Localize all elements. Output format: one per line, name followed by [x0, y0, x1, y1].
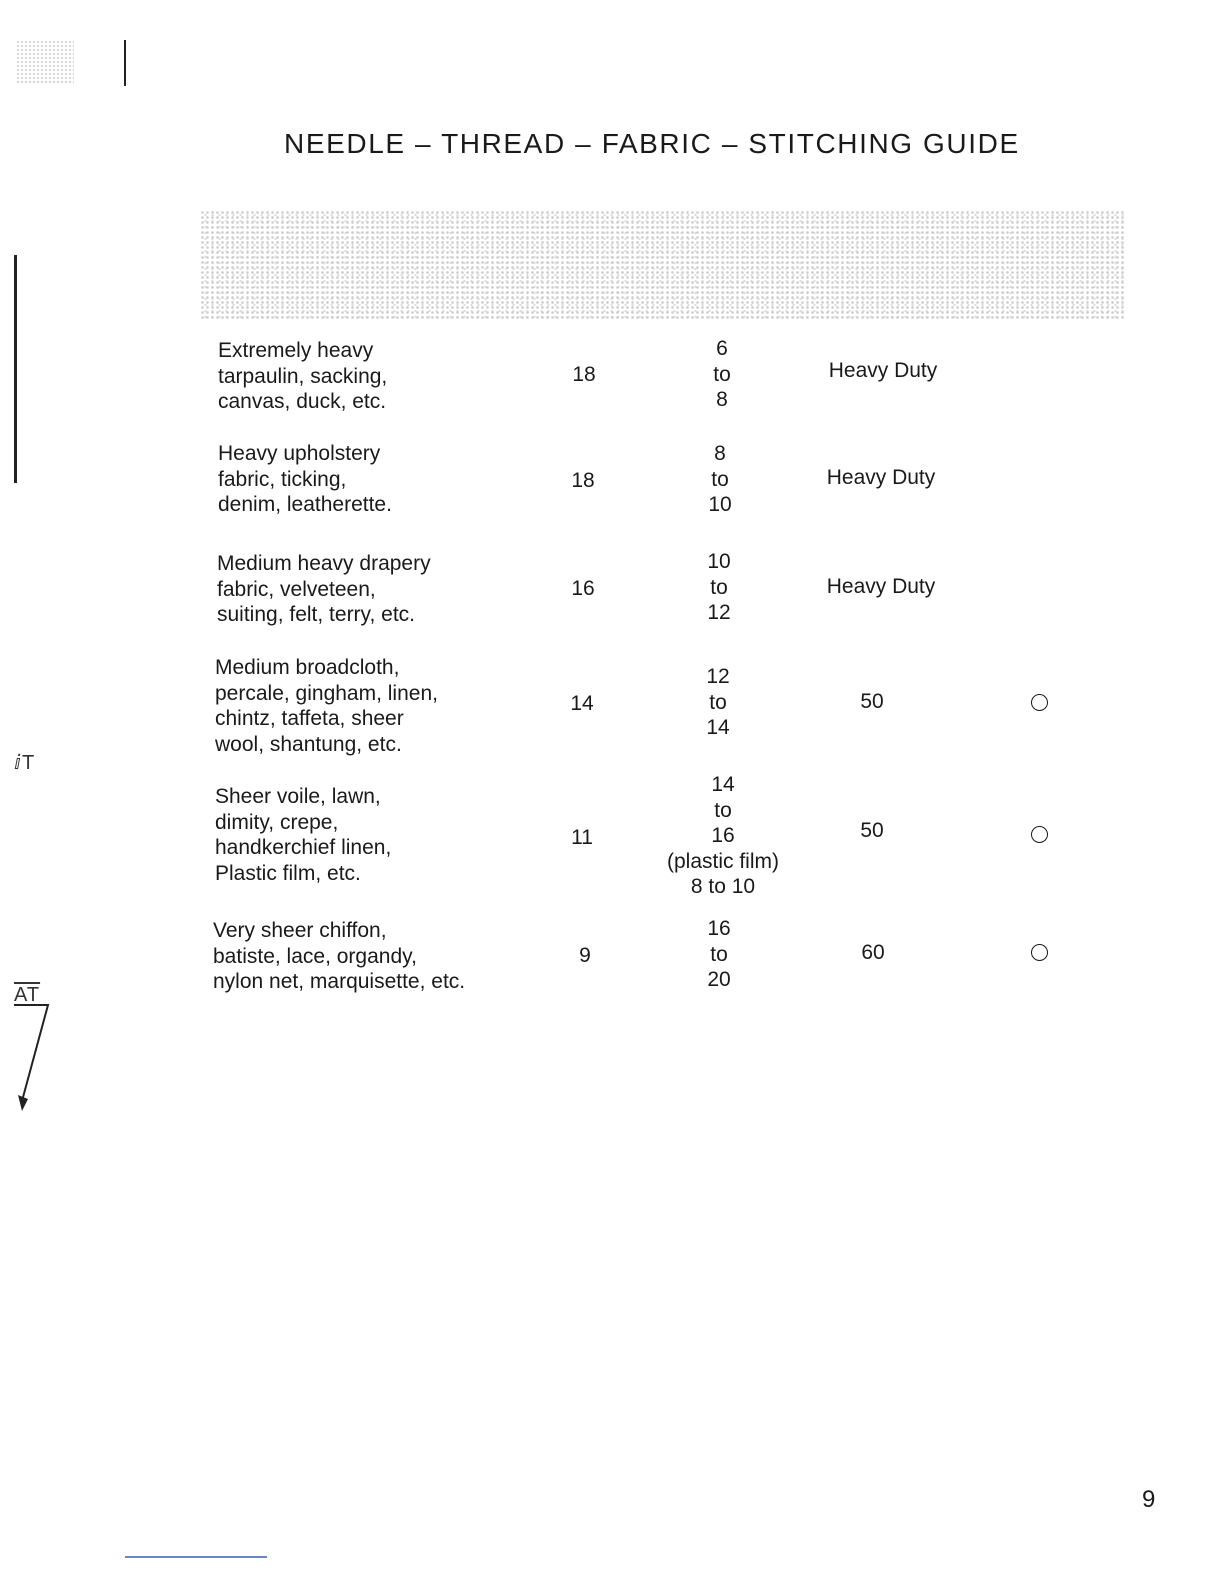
fabric-line: Plastic film, etc. [215, 861, 361, 885]
stitch-line: 16 [711, 824, 735, 847]
stitch-line: 6 [716, 337, 728, 360]
table-row-fabric [218, 338, 387, 415]
fabric-line: suiting, felt, terry, etc. [217, 603, 416, 626]
thread-size: 60 [861, 941, 885, 964]
table-row-fabric [213, 918, 465, 995]
fabric-line: Heavy upholstery [218, 442, 381, 465]
fabric-line: Medium heavy drapery [217, 552, 431, 575]
page-number: 9 [1142, 1486, 1156, 1513]
fabric-line: Sheer voile, lawn, [215, 785, 381, 808]
stitch-line: 8 [716, 388, 728, 411]
circle-symbol-icon [1031, 944, 1048, 961]
needle-size: 18 [572, 363, 596, 386]
edge-text: $\overline{AT}$ [14, 984, 41, 1006]
fabric-line: fabric, velveteen, [217, 577, 376, 601]
circle-symbol-icon [1031, 694, 1048, 711]
fabric-line: Very sheer chiffon, [213, 919, 387, 942]
stitch-line: 10 [707, 550, 731, 573]
stitch-line: to [714, 798, 732, 822]
stitch-line: 14 [706, 716, 730, 739]
thread-size: Heavy Duty [826, 466, 936, 489]
margin-mark [124, 40, 126, 86]
edge-text: ⅈT [14, 752, 36, 774]
stitch-line: 16 [707, 917, 731, 940]
stitch-line: to [710, 575, 728, 599]
needle-size: 11 [571, 826, 593, 849]
stitch-length [650, 441, 790, 518]
fabric-line: tarpaulin, sacking, [218, 364, 388, 388]
thread-size: Heavy Duty [828, 359, 938, 382]
fabric-line: fabric, ticking, [218, 467, 347, 491]
fabric-line: nylon net, marquisette, etc. [213, 970, 466, 993]
fabric-line: dimity, crepe, [215, 810, 339, 834]
table-row-fabric [218, 441, 392, 518]
stitch-line: 20 [707, 968, 731, 991]
needle-size: 18 [571, 469, 595, 492]
stitch-line: to [713, 362, 731, 386]
fabric-line: denim, leatherette. [218, 493, 392, 516]
fabric-line: handkerchief linen, [215, 836, 392, 859]
stitch-line: 8 [714, 442, 726, 465]
stitch-line: 12 [706, 665, 730, 688]
fabric-line: Medium broadcloth, [215, 656, 400, 679]
table-row-fabric [215, 655, 438, 757]
stitch-length [648, 664, 788, 741]
fabric-line: batiste, lace, organdy, [213, 944, 417, 968]
stitch-line: to [711, 467, 729, 491]
stitch-line: to [709, 690, 727, 714]
thread-size: Heavy Duty [826, 575, 936, 598]
circle-symbol-icon [1031, 826, 1048, 843]
margin-bar [14, 255, 17, 483]
thread-size: 50 [860, 819, 884, 842]
table-header-band [200, 210, 1125, 320]
thread-size: 50 [860, 690, 884, 713]
stitch-line: 12 [707, 601, 731, 624]
table-row-fabric [217, 551, 431, 628]
table-row-fabric [215, 784, 391, 886]
needle-size: 16 [571, 577, 595, 600]
fabric-line: canvas, duck, etc. [218, 390, 387, 413]
stitch-length [652, 336, 792, 413]
margin-arrow-icon [14, 1003, 54, 1113]
stitch-line: 8 to 10 [690, 875, 756, 898]
fabric-line: wool, shantung, etc. [215, 732, 402, 756]
stitch-length [649, 916, 789, 993]
needle-size: 14 [570, 692, 594, 715]
stitch-length [653, 772, 793, 900]
scan-speckle [16, 40, 74, 84]
stitch-line: to [710, 942, 728, 966]
stitch-line: 10 [708, 493, 732, 516]
needle-size: 9 [579, 944, 591, 967]
page-title: NEEDLE – THREAD – FABRIC – STITCHING GUIDE [284, 128, 1020, 159]
fabric-line: chintz, taffeta, sheer [215, 707, 404, 730]
footer-rule [125, 1556, 267, 1558]
fabric-line: percale, gingham, linen, [215, 681, 438, 705]
fabric-line: Extremely heavy [218, 339, 374, 362]
stitch-line: (plastic film) [666, 849, 779, 873]
stitch-line: 14 [711, 773, 735, 796]
stitch-length [649, 549, 789, 626]
